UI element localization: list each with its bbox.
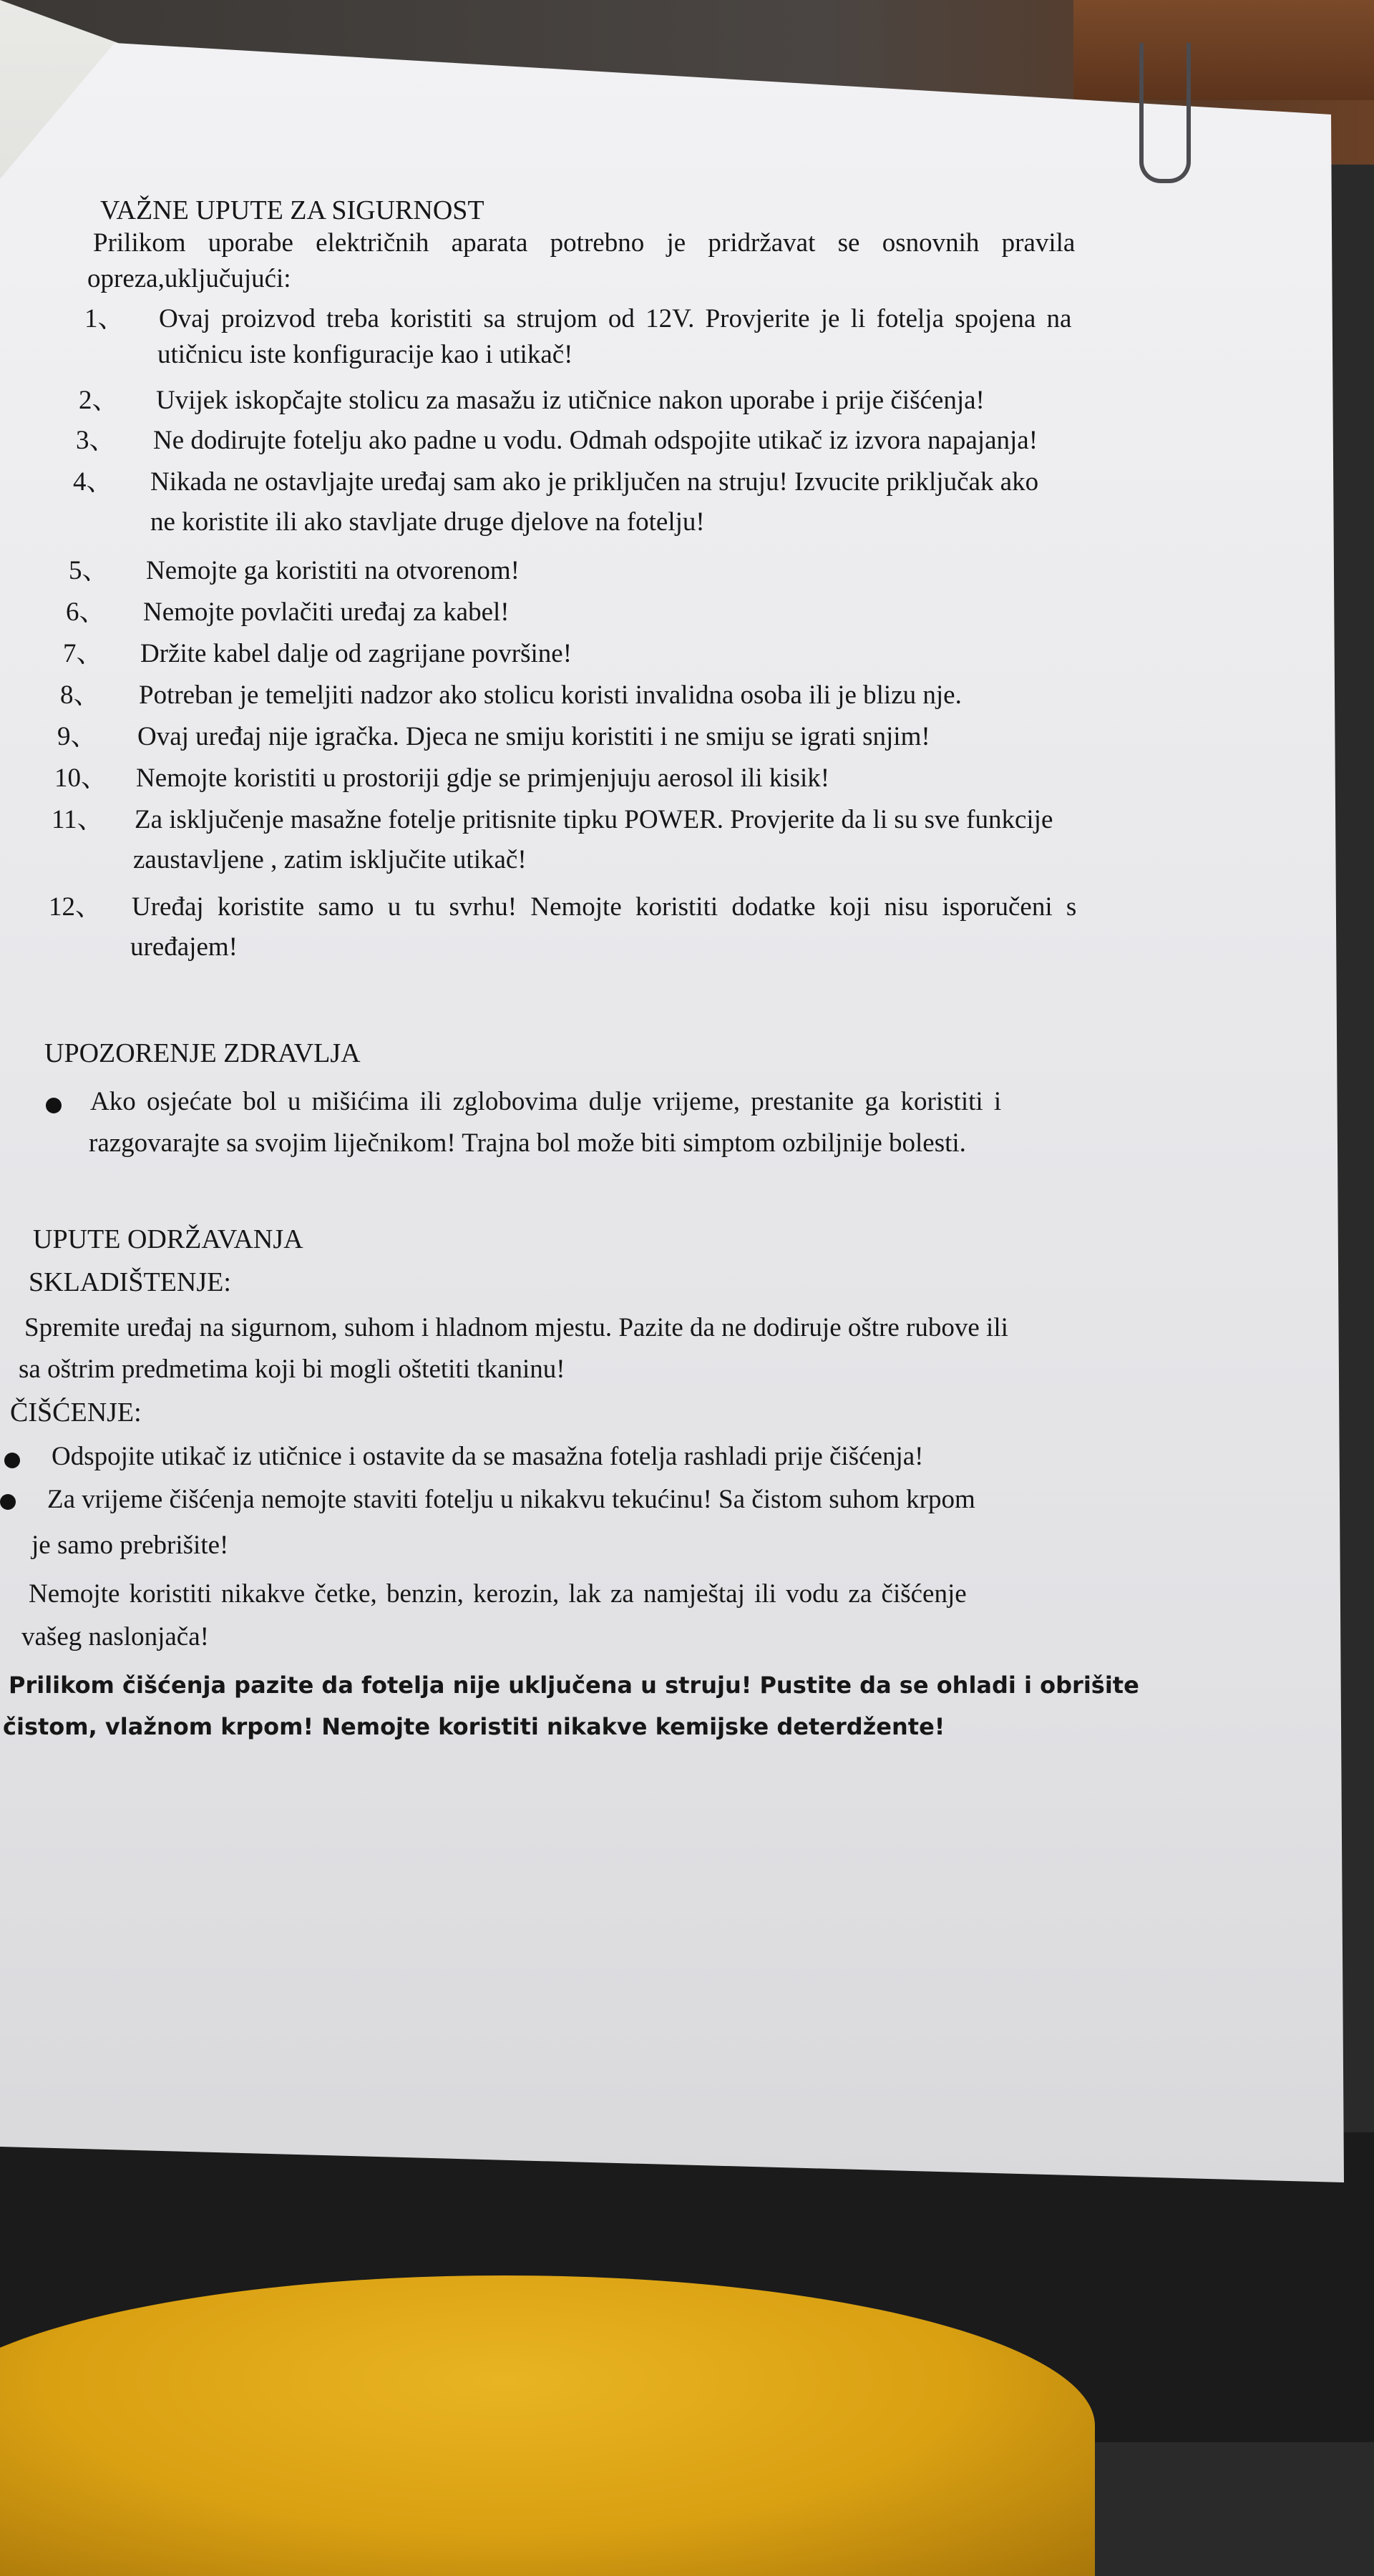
list-item: Nemojte koristiti u prostoriji gdje se primjenjuju aerosol ili kisik! <box>136 763 830 793</box>
list-number: 12、 <box>49 892 102 922</box>
storage-text: Spremite uređaj na sigurnom, suhom i hladnom mjestu. Pazite da ne dodiruje oštre rubove ili <box>24 1313 1008 1342</box>
list-number: 11、 <box>52 805 104 834</box>
storage-text: sa oštrim predmetima koji bi mogli oštetiti tkaninu! <box>19 1355 565 1384</box>
list-item: Potreban je temeljiti nadzor ako stolicu koristi invalidna osoba ili je blizu nje. <box>139 680 962 710</box>
cleaning-note: Prilikom čišćenja pazite da fotelja nije uključena u struju! Pustite da se ohladi i obrišite <box>9 1672 1139 1699</box>
list-item: Nemojte povlačiti uređaj za kabel! <box>143 597 510 627</box>
cleaning-title: ČIŠĆENJE: <box>10 1397 142 1428</box>
storage-title: SKLADIŠTENJE: <box>29 1267 231 1297</box>
cleaning-note: čistom, vlažnom krpom! Nemojte koristiti nikakve kemijske deterdžente! <box>3 1713 945 1740</box>
list-number: 8、 <box>60 680 100 710</box>
health-text: razgovarajte sa svojim liječnikom! Trajna bol može biti simptom ozbiljnije bolesti. <box>89 1128 966 1158</box>
list-item: Ovaj proizvod treba koristiti sa strujom od 12V. Provjerite je li fotelja spojena na <box>159 304 1072 333</box>
list-number: 7、 <box>63 639 103 668</box>
cleaning-text: Odspojite utikač iz utičnice i ostavite da se masažna fotelja rashladi prije čišćenja! <box>52 1442 924 1471</box>
safety-intro: Prilikom uporabe električnih aparata potrebno je pridržavat se osnovnih pravila <box>93 228 1076 258</box>
list-item: Uvijek iskopčajte stolicu za masažu iz utičnice nakon uporabe i prije čišćenja! <box>156 386 985 415</box>
bullet-icon <box>0 1494 16 1510</box>
list-item: Ne dodirujte fotelju ako padne u vodu. Odmah odspojite utikač iz izvora napajanja! <box>153 426 1038 455</box>
health-title: UPOZORENJE ZDRAVLJA <box>44 1038 361 1068</box>
cleaning-text: vašeg naslonjača! <box>21 1622 209 1652</box>
list-number: 3、 <box>76 426 116 455</box>
list-number: 2、 <box>79 386 119 415</box>
list-item: Za isključenje masažne fotelje pritisnite tipku POWER. Provjerite da li su sve funkcije <box>135 805 1053 834</box>
list-number: 4、 <box>73 467 113 497</box>
list-item: Nikada ne ostavljajte uređaj sam ako je priključen na struju! Izvucite priključak ako <box>150 467 1039 497</box>
health-text: Ako osjećate bol u mišićima ili zglobovima dulje vrijeme, prestanite ga koristiti i <box>90 1087 1002 1116</box>
list-item: Ovaj uređaj nije igračka. Djeca ne smiju koristiti i ne smiju se igrati snjim! <box>137 722 930 751</box>
safety-intro: opreza,uključujući: <box>87 264 291 293</box>
list-item: utičnicu iste konfiguracije kao i utikač! <box>157 340 573 369</box>
maintenance-title: UPUTE ODRŽAVANJA <box>33 1224 303 1254</box>
list-item: zaustavljene , zatim isključite utikač! <box>133 845 527 874</box>
list-item: Uređaj koristite samo u tu svrhu! Nemojte koristiti dodatke koji nisu isporučeni s <box>132 892 1077 922</box>
cleaning-text: Nemojte koristiti nikakve četke, benzin, kerozin, lak za namještaj ili vodu za čišćenje <box>29 1579 967 1609</box>
list-item: uređajem! <box>130 932 238 962</box>
cleaning-text: je samo prebrišite! <box>31 1531 229 1560</box>
safety-title: VAŽNE UPUTE ZA SIGURNOST <box>100 195 484 225</box>
list-number: 9、 <box>57 722 97 751</box>
list-number: 1、 <box>84 304 125 333</box>
list-item: ne koristite ili ako stavljate druge djelove na fotelju! <box>150 507 705 537</box>
list-number: 10、 <box>54 763 107 793</box>
bullet-icon <box>4 1453 20 1468</box>
list-item: Držite kabel dalje od zagrijane površine! <box>140 639 572 668</box>
cleaning-text: Za vrijeme čišćenja nemojte staviti fotelju u nikakvu tekućinu! Sa čistom suhom krpom <box>47 1485 975 1514</box>
list-item: Nemojte ga koristiti na otvorenom! <box>146 556 520 585</box>
list-number: 5、 <box>69 556 109 585</box>
bullet-icon <box>46 1098 62 1113</box>
list-number: 6、 <box>66 597 106 627</box>
